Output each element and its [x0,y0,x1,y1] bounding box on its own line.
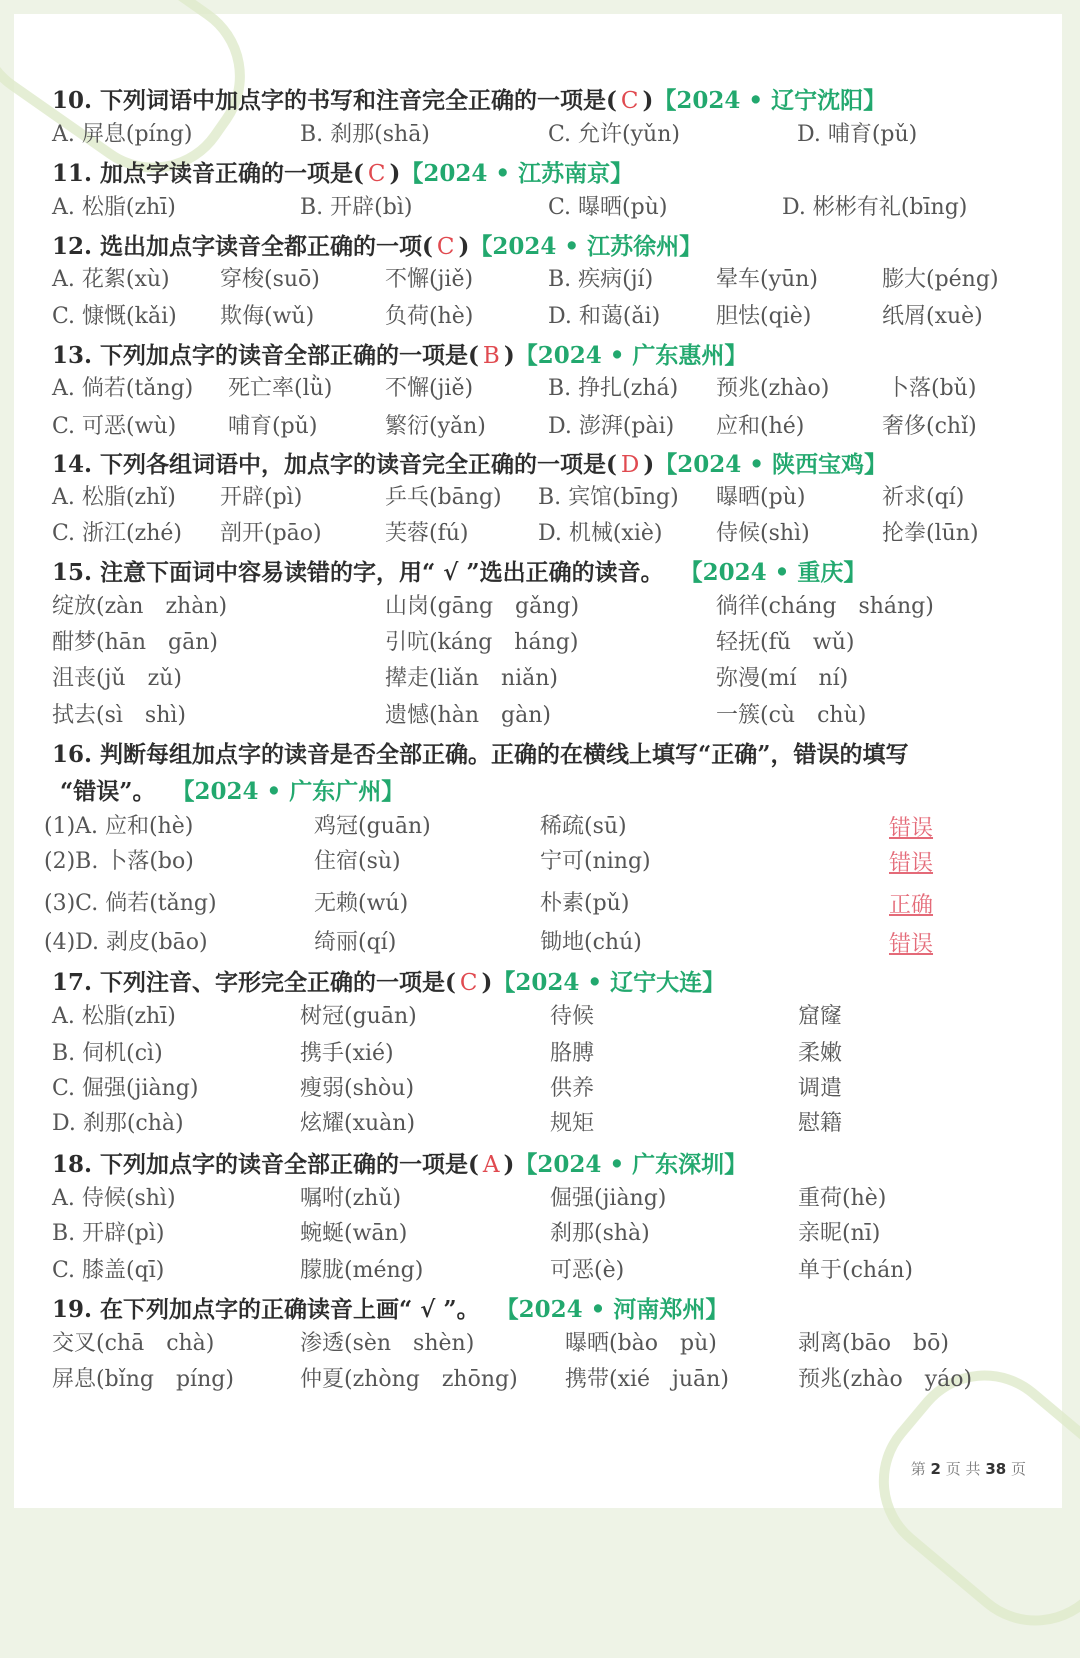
question-14-stem [52,446,887,479]
option-word: 单于(chán) [798,1258,913,1283]
option-word: A. 倘若(tǎng) [52,376,194,401]
question-16-stem [52,736,908,769]
option-word: 芙蓉(fú) [385,521,469,546]
page-separator: 页 共 [945,1460,981,1478]
question-text: 10. 下列词语中加点字的书写和注音完全正确的一项是( [52,87,617,114]
judgement-answer: 错误 [889,851,934,876]
close-paren: ) [643,451,655,478]
option-word: 树冠(guān) [300,1004,417,1029]
word-choice: 引吭(káng háng) [385,630,579,655]
option-word: 祈求(qí) [882,485,965,510]
option-word: 穿梭(suō) [220,267,320,292]
answer-letter: C [436,234,455,260]
option-word: 慰籍 [798,1111,843,1136]
judgement-answer: 错误 [889,932,934,957]
group-word: 住宿(sù) [314,849,401,874]
option-word: B. 宾馆(bīng) [538,485,679,510]
question-15-row-1 [0,589,1080,623]
option-word: 瘦弱(shòu) [300,1076,415,1101]
option-word: C. 膝盖(qī) [52,1258,165,1283]
option-word: 不懈(jiě) [385,267,474,292]
question-10-stem [52,82,886,115]
total-pages: 38 [985,1460,1007,1478]
option-word: 调遣 [798,1076,843,1101]
group-word: 无赖(wú) [314,891,409,916]
question-19-row-1 [0,1326,1080,1360]
question-18-row-2 [0,1216,1080,1250]
option-word: 奢侈(chǐ) [882,414,977,439]
option-word: A. 花絮(xù) [52,267,170,292]
question-15-row-4 [0,698,1080,732]
option-word: 重荷(hè) [798,1186,887,1211]
answer-letter: A [482,1152,500,1178]
option-word: C. 倔强(jiàng) [52,1076,199,1101]
source-tag: 【2024 • 广东广州】 [171,778,405,805]
page-number [911,1458,1026,1479]
word-choice: 渗透(sèn shèn) [300,1331,475,1356]
word-choice: 绽放(zàn zhàn) [52,594,228,619]
option-word: 待候 [550,1004,595,1029]
group-word: 锄地(chú) [540,930,642,955]
page-suffix: 页 [1010,1460,1026,1478]
group-word: (1)A. 应和(hè) [44,814,194,839]
option-word: 侍候(shì) [716,521,810,546]
option-word: A. 侍候(shì) [52,1186,176,1211]
word-choice: 轻抚(fǔ wǔ) [716,630,855,655]
option-word: 繁衍(yǎn) [385,414,486,439]
source-tag: 【2024 • 江苏徐州】 [469,233,703,260]
option-word: 窟窿 [798,1004,843,1029]
answer-letter: D [620,452,640,478]
word-choice: 撵走(liǎn niǎn) [385,666,559,691]
question-18-row-1 [0,1181,1080,1215]
source-tag: 【2024 • 重庆】 [679,559,867,586]
option-word: 规矩 [550,1111,595,1136]
question-16-row-3 [0,886,1080,920]
question-12-row-2 [0,299,1080,333]
option-word: 预兆(zhào) [716,376,830,401]
option-word: C. 慷慨(kǎi) [52,304,177,329]
question-14-row-2 [0,516,1080,550]
word-choice: 一簇(cù chù) [716,703,867,728]
question-text: 18. 下列加点字的读音全部正确的一项是( [52,1151,479,1178]
group-word: 稀疏(sū) [540,814,627,839]
question-15-stem [52,554,866,587]
option-word: 供养 [550,1076,595,1101]
question-12-row-1 [0,262,1080,296]
option-c: C. 曝晒(pù) [548,195,668,220]
option-word: C. 可恶(wù) [52,414,177,439]
option-word: 剖开(pāo) [220,521,322,546]
close-paren: ) [481,969,493,996]
word-choice: 沮丧(jǔ zǔ) [52,666,182,691]
option-word: 死亡率(lǜ) [228,376,333,401]
option-word: D. 澎湃(pài) [548,414,675,439]
option-word: 刹那(shà) [550,1221,650,1246]
option-word: 欺侮(wǔ) [220,304,315,329]
source-tag: 【2024 • 辽宁沈阳】 [653,87,887,114]
option-word: 嘱咐(zhǔ) [300,1186,402,1211]
answer-letter: C [459,970,478,996]
word-choice: 山岗(gāng gǎng) [385,594,580,619]
option-word: 胳膊 [550,1041,595,1066]
option-word: 负荷(hè) [385,304,474,329]
group-word: 鸡冠(guān) [314,814,431,839]
question-text: 12. 选出加点字读音全都正确的一项( [52,233,433,260]
group-word: (2)B. 卜落(bo) [44,849,194,874]
question-14-row-1 [0,480,1080,514]
option-word: 纸屑(xuè) [882,304,983,329]
question-11-stem [52,155,633,188]
question-16-row-2 [0,844,1080,878]
question-19-stem [52,1291,728,1324]
answer-letter: C [367,161,386,187]
question-18-stem [52,1146,747,1179]
option-word: 亲昵(nī) [798,1221,881,1246]
option-word: 膨大(péng) [882,267,999,292]
close-paren: ) [642,87,654,114]
word-choice: 酣梦(hān gān) [52,630,218,655]
option-word: 可恶(è) [550,1258,625,1283]
word-choice: 遗憾(hàn gàn) [385,703,551,728]
question-text: 19. 在下列加点字的正确读音上画“ √ ”。 [52,1296,480,1323]
current-page: 2 [930,1460,941,1478]
option-word: B. 伺机(cì) [52,1041,163,1066]
question-17-row-3 [0,1071,1080,1105]
source-tag: 【2024 • 广东惠州】 [514,342,748,369]
question-13-row-2 [0,409,1080,443]
option-word: D. 和蔼(ǎi) [548,304,661,329]
option-a: A. 松脂(zhī) [52,195,176,220]
close-paren: ) [458,233,470,260]
option-word: 不懈(jiě) [385,376,474,401]
close-paren: ) [503,342,515,369]
word-choice: 交叉(chā chà) [52,1331,215,1356]
option-word: D. 刹那(chà) [52,1111,184,1136]
option-c: C. 允许(yǔn) [548,122,680,147]
option-word: 曝晒(pù) [716,485,806,510]
source-tag: 【2024 • 广东深圳】 [514,1151,748,1178]
option-word: 蜿蜒(wān) [300,1221,408,1246]
close-paren: ) [503,1151,515,1178]
option-b: B. 开辟(bì) [300,195,413,220]
option-word: 应和(hé) [716,414,805,439]
option-d: D. 彬彬有礼(bīng) [782,195,968,220]
question-17-row-1 [0,999,1080,1033]
option-word: D. 机械(xiè) [538,521,663,546]
answer-letter: B [482,343,500,369]
question-15-row-3 [0,661,1080,695]
source-tag: 【2024 • 辽宁大连】 [492,969,726,996]
option-word: B. 挣扎(zhá) [548,376,679,401]
word-choice: 拭去(sì shì) [52,703,186,728]
question-19-row-2 [0,1362,1080,1396]
question-text: 11. 加点字读音正确的一项是( [52,160,364,187]
question-13-stem [52,337,747,370]
option-word: 柔嫩 [798,1041,843,1066]
question-15-row-2 [0,625,1080,659]
source-tag: 【2024 • 陕西宝鸡】 [654,451,887,478]
question-text: 16. 判断每组加点字的读音是否全部正确。正确的在横线上填写“正确”，错误的填写 [52,741,909,768]
question-16-stem-cont [60,773,404,806]
question-11-options [0,190,1080,224]
page-prefix: 第 [910,1460,926,1478]
word-choice: 屏息(bǐng píng) [52,1367,234,1392]
option-word: 胆怯(qiè) [716,304,812,329]
word-choice: 携带(xié juān) [565,1367,729,1392]
judgement-answer: 错误 [889,816,934,841]
close-paren: ) [389,160,401,187]
question-text: “错误”。 [60,778,156,805]
option-word: 炫耀(xuàn) [300,1111,416,1136]
word-choice: 弥漫(mí ní) [716,666,849,691]
option-word: 开辟(pì) [220,485,303,510]
question-text: 13. 下列加点字的读音全部正确的一项是( [52,342,479,369]
question-16-row-4 [0,925,1080,959]
group-word: 朴素(pǔ) [540,891,630,916]
word-choice: 仲夏(zhòng zhōng) [300,1367,518,1392]
option-word: B. 开辟(pì) [52,1221,165,1246]
option-word: 倔强(jiàng) [550,1186,667,1211]
question-text: 14. 下列各组词语中，加点字的读音完全正确的一项是( [52,451,617,478]
question-16-row-1 [0,809,1080,843]
word-choice: 徜徉(cháng sháng) [716,594,934,619]
option-word: 抡拳(lūn) [882,521,979,546]
word-choice: 剥离(bāo bō) [798,1331,949,1356]
option-word: A. 松脂(zhī) [52,1004,176,1029]
question-12-stem [52,228,702,261]
option-word: C. 浙江(zhé) [52,521,182,546]
option-word: 朦胧(méng) [300,1258,424,1283]
question-17-stem [52,964,725,997]
option-word: 晕车(yūn) [716,267,818,292]
question-17-row-4 [0,1106,1080,1140]
question-text: 17. 下列注音、字形完全正确的一项是( [52,969,456,996]
group-word: (4)D. 剥皮(bāo) [44,930,208,955]
option-b: B. 刹那(shā) [300,122,430,147]
option-word: 乒乓(bāng) [385,485,502,510]
answer-letter: C [620,88,639,114]
option-word: 携手(xié) [300,1041,394,1066]
option-word: B. 疾病(jí) [548,267,654,292]
judgement-answer: 正确 [889,893,934,918]
question-13-row-1 [0,371,1080,405]
option-a: A. 屏息(píng) [52,122,193,147]
question-10-options [0,117,1080,151]
group-word: 宁可(ning) [540,849,651,874]
option-word: 哺育(pǔ) [228,414,318,439]
group-word: 绮丽(qí) [314,930,397,955]
question-text: 15. 注意下面词中容易读错的字，用“ √ ”选出正确的读音。 [52,559,664,586]
group-word: (3)C. 倘若(tǎng) [44,891,217,916]
option-d: D. 哺育(pǔ) [797,122,918,147]
question-18-row-3 [0,1253,1080,1287]
source-tag: 【2024 • 江苏南京】 [400,160,634,187]
question-17-row-2 [0,1036,1080,1070]
option-word: A. 松脂(zhǐ) [52,485,176,510]
source-tag: 【2024 • 河南郑州】 [495,1296,729,1323]
word-choice: 预兆(zhào yáo) [798,1367,973,1392]
word-choice: 曝晒(bào pù) [565,1331,717,1356]
option-word: 卜落(bǔ) [887,376,977,401]
